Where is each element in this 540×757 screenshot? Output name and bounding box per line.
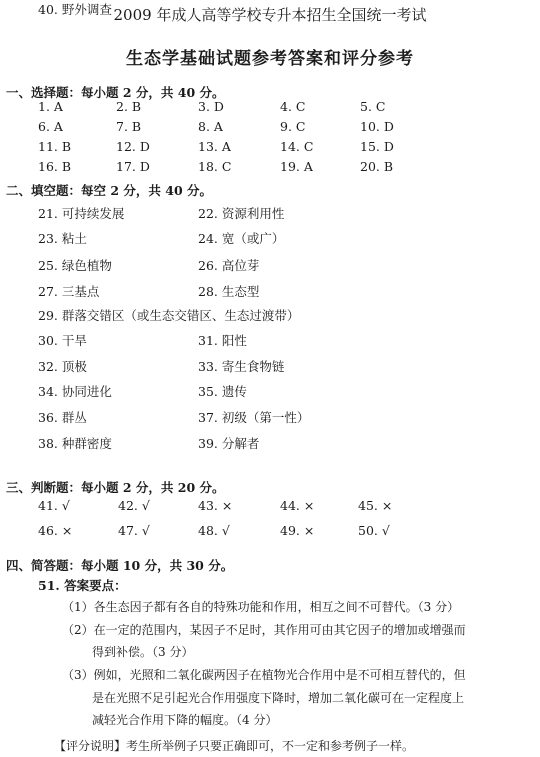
fill-answer-5: 25. 绿色植物 <box>38 258 112 273</box>
answer-point-3-cont1: 是在光照不足引起光合作用强度下降时，增加二氧化碳可在一定程度上 <box>92 691 465 705</box>
judge-answer-2: 42. √ <box>118 498 150 513</box>
answer-point-3: （3）例如，光照和二氧化碳两因子在植物光合作用中是不可相互替代的，但 <box>62 668 466 682</box>
judge-answer-9: 49. × <box>280 523 315 538</box>
choice-answer-15: 15. D <box>360 139 394 154</box>
choice-answer-12: 12. D <box>116 139 150 154</box>
section2-heading: 二、填空题：每空 2 分，共 40 分。 <box>6 183 213 198</box>
fill-answer-15: 34. 协同进化 <box>38 384 112 399</box>
choice-answer-8: 8. A <box>198 119 223 134</box>
choice-answer-19: 19. A <box>280 159 313 174</box>
fill-answer-19: 38. 种群密度 <box>38 436 112 451</box>
choice-answer-20: 20. B <box>360 159 394 174</box>
judge-answer-4: 44. × <box>280 498 315 513</box>
fill-answer-16: 35. 遗传 <box>198 384 247 399</box>
judge-answer-10: 50. √ <box>358 523 390 538</box>
choice-answer-6: 6. A <box>38 119 63 134</box>
fill-answer-18: 37. 初级（第一性） <box>198 410 310 425</box>
fill-answer-17: 36. 群丛 <box>38 410 87 425</box>
choice-answer-9: 9. C <box>280 119 306 134</box>
document-title: 生态学基础试题参考答案和评分参考 <box>126 49 414 69</box>
choice-answer-7: 7. B <box>116 119 142 134</box>
judge-answer-1: 41. √ <box>38 498 70 513</box>
section4-heading: 四、简答题：每小题 10 分，共 30 分。 <box>6 558 234 573</box>
choice-answer-13: 13. A <box>198 139 231 154</box>
scoring-note: 【评分说明】考生所举例子只要正确即可，不一定和参考例子一样。 <box>54 739 415 753</box>
fill-answer-20: 39. 分解者 <box>198 436 260 451</box>
fill-answer-1: 21. 可持续发展 <box>38 206 125 221</box>
fill-answer-3: 23. 粘土 <box>38 231 87 246</box>
judge-answer-5: 45. × <box>358 498 393 513</box>
choice-answer-16: 16. B <box>38 159 72 174</box>
fill-answer-21: 40. 野外调查 <box>38 2 112 17</box>
judge-answer-6: 46. × <box>38 523 73 538</box>
fill-answer-12: 31. 阳性 <box>198 333 247 348</box>
choice-answer-10: 10. D <box>360 119 394 134</box>
fill-answer-13: 32. 顶极 <box>38 359 87 374</box>
fill-answer-7: 27. 三基点 <box>38 284 100 299</box>
choice-answer-18: 18. C <box>198 159 232 174</box>
choice-answer-14: 14. C <box>280 139 314 154</box>
fill-answer-2: 22. 资源利用性 <box>198 206 285 221</box>
fill-answer-8: 28. 生态型 <box>198 284 260 299</box>
choice-answer-3: 3. D <box>198 99 224 114</box>
answer-point-3-cont2: 减轻光合作用下降的幅度。（4 分） <box>92 713 278 727</box>
answer-point-2: （2）在一定的范围内，某因子不足时，其作用可由其它因子的增加或增强而 <box>62 623 466 637</box>
fill-answer-14: 33. 寄生食物链 <box>198 359 285 374</box>
answer-point-1: （1）各生态因子都有各自的特殊功能和作用，相互之间不可替代。（3 分） <box>62 600 460 614</box>
judge-answer-7: 47. √ <box>118 523 150 538</box>
answer-point-2-cont: 得到补偿。（3 分） <box>92 645 194 659</box>
fill-answer-11: 30. 干旱 <box>38 333 87 348</box>
choice-answer-1: 1. A <box>38 99 63 114</box>
exam-title: 2009 年成人高等学校专升本招生全国统一考试 <box>113 6 427 24</box>
judge-answer-8: 48. √ <box>198 523 230 538</box>
judge-answer-3: 43. × <box>198 498 233 513</box>
fill-answer-9: 29. 群落交错区（或生态交错区、生态过渡带） <box>38 308 300 323</box>
question-51-label: 51. 答案要点： <box>38 578 127 593</box>
fill-answer-6: 26. 高位芽 <box>198 258 260 273</box>
section1-heading: 一、选择题：每小题 2 分，共 40 分。 <box>6 85 225 100</box>
choice-answer-17: 17. D <box>116 159 150 174</box>
section3-heading: 三、判断题：每小题 2 分，共 20 分。 <box>6 480 225 495</box>
choice-answer-2: 2. B <box>116 99 142 114</box>
choice-answer-4: 4. C <box>280 99 306 114</box>
choice-answer-11: 11. B <box>38 139 72 154</box>
choice-answer-5: 5. C <box>360 99 386 114</box>
fill-answer-4: 24. 宽（或广） <box>198 231 285 246</box>
